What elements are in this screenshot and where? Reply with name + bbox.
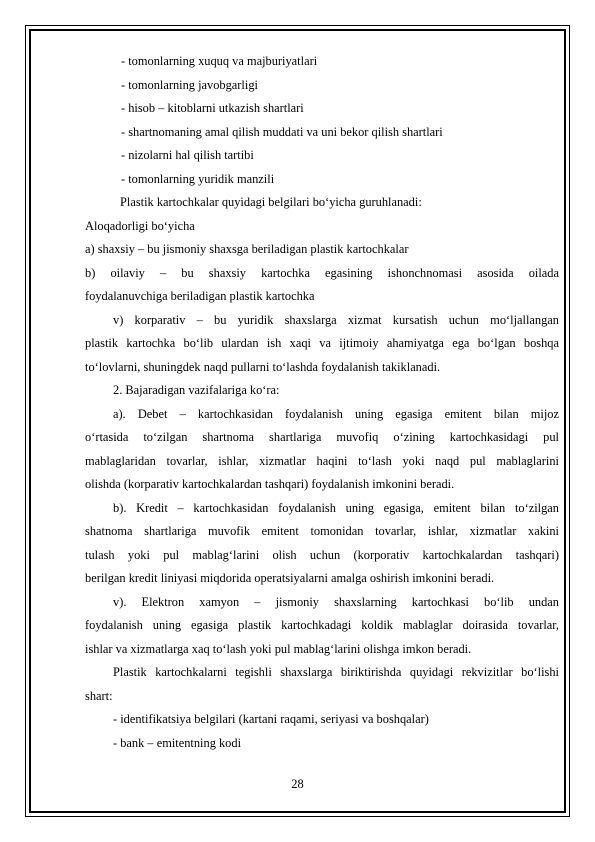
list-item: - identifikatsiya belgilari (kartani raqami, seriyasi va boshqalar) [113, 712, 429, 726]
paragraph-line: to‘lovlarni, shuningdek naqd pullarni to‘lashda foydalanish takiklanadi. [85, 359, 441, 374]
paragraph-line: o‘rtasida to‘zilgan shartnoma shartlariga muvofiq o‘zining kartochkasidagi pul [85, 430, 559, 444]
paragraph-line: ishlar va xizmatlarga xaq to‘lash yoki pul mablag‘larini olishga imkon beradi. [85, 641, 472, 656]
list-item: - tomonlarning xuquq va majburiyatlari [121, 54, 318, 68]
section-title: Aloqadorligi bo‘yicha [85, 218, 195, 233]
paragraph-line: foydalanuvchiga beriladigan plastik kartochka [85, 289, 315, 303]
classification-intro: Plastik kartochkalar quyidagi belgilari bo‘yicha guruhlanadi: [120, 195, 422, 209]
list-item: - shartnomaning amal qilish muddati va uni bekor qilish shartlari [121, 124, 443, 139]
paragraph-line: tulash yoki pul mablag‘larini olish uchun (korporativ kartochkalardan tashqari) [85, 547, 559, 562]
paragraph-line: shart: [85, 688, 113, 703]
paragraph-line: v). Elektron xamyon – jismoniy shaxslarning kartochkasi bo‘lib undan [113, 594, 559, 609]
paragraph-line: b). Kredit – kartochkasidan foydalanish uning egasiga, emitent bilan to‘zilgan [113, 500, 559, 515]
list-item: - tomonlarning yuridik manzili [121, 171, 275, 186]
paragraph-line: shatnoma shartlariga muvofik emitent tomonidan tovarlar, ishlar, xizmatlar xakini [85, 524, 559, 538]
list-item: - nizolarni hal qilish tartibi [121, 148, 254, 162]
paragraph-line: berilgan kredit liniyasi miqdorida operatsiyalarni amalga oshirish imkonini beradi. [85, 571, 495, 585]
section-title: 2. Bajaradigan vazifalariga ko‘ra: [113, 383, 280, 397]
paragraph-line: plastik kartochka bo‘lib ulardan ish xaqi va ijtimoiy ahamiyatga ega bo‘lgan boshqa [85, 336, 559, 350]
paragraph-line: mablaglaridan tovarlar, ishlar, xizmatlar haqini to‘lash yoki naqd pul mablaglarini [85, 453, 559, 468]
paragraph-line: v) korparativ – bu yuridik shaxslarga xizmat kursatish uchun mo‘ljallangan [113, 312, 559, 327]
paragraph-line: foydalanish uning egasiga plastik kartochkadagi koldik mablaglar doirasida tovarlar, [85, 618, 559, 632]
page-number: 28 [291, 777, 304, 791]
paragraph-line: olishda (korparativ kartochkalardan tashqari) foydalanish imkonini beradi. [85, 477, 455, 491]
list-item: - tomonlarning javobgarligi [121, 77, 258, 92]
document-body [85, 50, 559, 755]
list-item: - bank – emitentning kodi [113, 735, 242, 750]
paragraph-line: a). Debet – kartochkasidan foydalanish uning egasiga emitent bilan mijoz [113, 406, 559, 421]
list-item: - hisob – kitoblarni utkazish shartlari [121, 101, 304, 115]
paragraph-line: Plastik kartochkalarni tegishli shaxslarga biriktirishda quyidagi rekvizitlar bo‘lishi [113, 665, 559, 679]
paragraph-line: a) shaxsiy – bu jismoniy shaxsga beriladigan plastik kartochkalar [85, 242, 409, 256]
paragraph-line: b) oilaviy – bu shaxsiy kartochka egasining ishonchnomasi asosida oilada [85, 265, 559, 280]
